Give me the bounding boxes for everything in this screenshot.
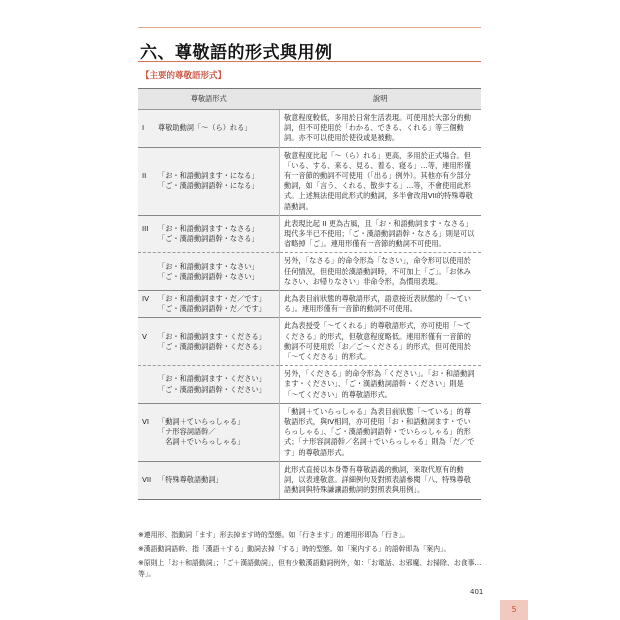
explanation-cell: 此表現比起 II 更為古風，且「お・和語動詞ます・なさる」現代多半已不使用；「ご・漢語動詞語幹・なさる」則是可以省略掉「ご」。連用形僅有一音節的動詞不可使用。 xyxy=(280,215,482,253)
honorific-forms-table xyxy=(138,88,481,500)
form-line: 「お・和語動詞ます・ください」 xyxy=(158,374,266,384)
table-row xyxy=(138,291,481,318)
table-row xyxy=(138,366,481,404)
form-cell xyxy=(138,461,280,499)
row-roman: V xyxy=(142,331,147,341)
explanation-cell: 此為表授受「～てくれる」的尊敬語形式，亦可使用「～てくださる」的形式，但敬意程度略低。連用形僅有一音節的動詞不可使用於「お／ご～くださる」的形式，但可使用於「～てくださる」的形式。 xyxy=(280,318,482,366)
table-row xyxy=(138,110,481,148)
chapter-tab: 5 xyxy=(500,600,528,620)
row-roman: VII xyxy=(142,475,152,485)
form-line: 「動詞＋ていらっしゃる」 xyxy=(158,417,245,427)
table-row xyxy=(138,253,481,291)
form-cell xyxy=(138,110,280,148)
explanation-cell: 敬意程度較低，多用於日常生活表現。可使用於大部分的動詞，但不可使用於「わかる、できる、くれる」等三個動詞。亦不可以使用於使役或是被動。 xyxy=(280,110,482,148)
form-line: 「ご・漢語動詞語幹・なさい」 xyxy=(158,271,259,281)
table-row xyxy=(138,215,481,253)
footnote: ※連用形、指動詞「ます」形去掉ます時的型態。如「行きます」的連用形即為「行き」。 xyxy=(138,531,410,539)
form-line: 「ナ形容詞語幹／ xyxy=(158,427,216,437)
form-line: 「お・和語動詞ます・くださる」 xyxy=(158,331,266,341)
form-line: 「ご・漢語動詞語幹・くださる」 xyxy=(158,341,266,351)
footnote: ※原則上「お＋和語動詞」；「ご＋漢語動詞」，但有少數漢語動詞例外，如：「お電話、お邪魔、お掃除、お食事…等」。 xyxy=(138,559,482,578)
form-line: 「ご・漢語動詞語幹・ください」 xyxy=(158,384,266,394)
form-cell xyxy=(138,253,280,291)
explanation-cell: 另外，「くださる」的命令形為「ください」。「お・和語動詞ます・ください」、「ご・漢語動詞語幹・ください」則是「～てください」的尊敬語形式。 xyxy=(280,366,482,404)
row-roman: IV xyxy=(142,294,150,304)
form-line: 「ご・漢語動詞語幹・なさる」 xyxy=(158,234,259,244)
form-line: 「特殊尊敬語動詞」 xyxy=(158,475,223,485)
explanation-cell: 此為表目前狀態的尊敬語形式，語意接近表狀態的「～ている」。連用形僅有一音節的動詞不可使用。 xyxy=(280,291,482,318)
form-line: 「お・和語動詞ます・になる」 xyxy=(158,171,259,181)
form-cell xyxy=(138,215,280,253)
form-line: 「ご・漢語動詞語幹・だ／です」 xyxy=(158,304,266,314)
explanation-cell: 敬意程度比起「～（ら）れる」更高，多用於正式場合。但「いる、する、来る、見る、着る、寝る」…等，連用形僅有一音節的動詞不可使用（「出る」例外）。其他亦有少部分動詞，如「言う、くれる、散歩する」…等，不會使用此形式。上述無法使用此形式的動詞，多半會改用VII的特殊尊敬語動詞。 xyxy=(280,147,482,215)
form-line: 「お・和語動詞ます・だ／です」 xyxy=(158,294,266,304)
form-line: 「お・和語動詞ます・なさる」 xyxy=(158,223,259,233)
form-line: 名詞＋でいらっしゃる」 xyxy=(158,437,245,447)
page-number: 401 xyxy=(470,588,484,596)
page-title: 六、尊敬語的形式與用例 xyxy=(140,43,333,63)
explanation-cell: 「動詞＋ていらっしゃる」為表目前狀態「～ている」的尊敬語形式，與IV相同，亦可使用「お・和語動詞ます・でいらっしゃる」、「ご・漢語動詞語幹・でいらっしゃる」的形式；「ナ形容詞語幹／名詞＋でいらっしゃる」則為「だ／です」的尊敬語形式。 xyxy=(280,403,482,461)
form-cell xyxy=(138,291,280,318)
table-row xyxy=(138,147,481,215)
row-roman: III xyxy=(142,223,149,233)
form-cell xyxy=(138,147,280,215)
header-form: 尊敬語形式 xyxy=(138,89,280,110)
form-cell xyxy=(138,403,280,461)
top-rule xyxy=(138,27,481,28)
row-roman: II xyxy=(142,171,147,181)
header-explanation: 說明 xyxy=(280,89,482,110)
footnote: ※漢語動詞語幹、指「漢語＋する」動詞去掉「する」時的型態。如「案内する」的語幹即為「案内」。 xyxy=(138,545,451,553)
row-roman: I xyxy=(142,123,145,133)
title-rule xyxy=(138,61,481,62)
form-line: 「ご・漢語動詞語幹・になる」 xyxy=(158,181,259,191)
form-cell xyxy=(138,318,280,366)
form-cell xyxy=(138,366,280,404)
row-roman: VI xyxy=(142,417,150,427)
table-row xyxy=(138,318,481,366)
explanation-cell: 此形式直接以本身帶有尊敬語義的動詞，來取代原有的動詞，以表達敬意。詳細例句及對照表請參閱「八、特殊尊敬語動詞與特殊謙讓語動詞的對照表與用例」。 xyxy=(280,461,482,499)
form-line: 尊敬助動詞「～（ら）れる」 xyxy=(158,123,252,133)
table-row xyxy=(138,403,481,461)
section-tag: 【主要的尊敬語形式】 xyxy=(141,71,227,81)
form-line: 「お・和語動詞ます・なさい」 xyxy=(158,261,259,271)
table-row xyxy=(138,461,481,499)
footnotes xyxy=(138,530,488,583)
explanation-cell: 另外，「なさる」的命令形為「なさい」，命令形可以使用於任何情況，但使用於漢語動詞時，不可加上「ご」。「お休みなさい、お帰りなさい」非命令形，為慣用表現。 xyxy=(280,253,482,291)
